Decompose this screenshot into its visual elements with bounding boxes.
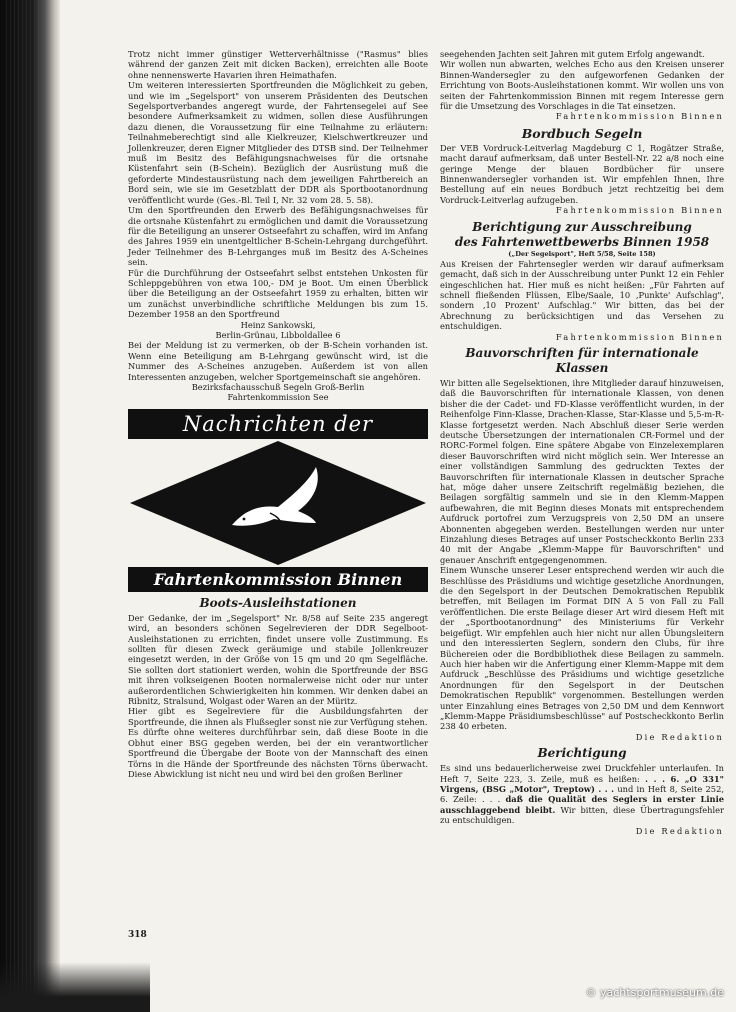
signature-committee: Bezirksfachausschuß Segeln Groß-Berlin <box>191 382 365 392</box>
bauvorschriften-paragraph: Einem Wunsche unserer Leser entsprechend werden wir auch die Beschlüsse des Präsidiums und wichtige gesetzliche Anordnungen, die den Segelsport in der Deutschen Demokratischen Republik betreffen, mit Beilagen im Format DIN A 5 von Fall zu Fall veröffentlichen. Die erste Beilage dieser Art wird diesem Heft mit der „Sportbootanordnung" des Ministeriums für Verkehr beigefügt. Wir empfehlen auch hier nicht nur allen Übungsleitern und den interessierten Seglern, sondern den Clubs, für ihre Büchereien oder die Bordbibliothek diese Beilagen zu sammeln. Auch hier haben wir die Anfertigung einer Klemm-Mappe mit dem Aufdruck „Beschlüsse des Präsidiums und wichtige gesetzliche Anordnungen für den Segelsport in der Deutschen Demokratischen Republik" vorgenommen. Bestellungen werden unter Einzahlung eines Betrages von 2,50 DM und dem Kennwort „Klemm-Mappe Präsidiumsbeschlüsse" auf Postscheckkonto Berlin 238 40 erbeten. <box>440 565 724 732</box>
registration-note: Bei der Meldung ist zu vermerken, ob der B-Schein vorhanden ist. Wenn eine Beteiligung am B-Lehrgang gewünscht wird, ist die Nummer des A-Scheines anzugeben. Außerdem ist von allen Interessenten anzugeben, welcher Sportgemeinschaft sie angehören. <box>128 340 428 382</box>
seagull-diamond-logo <box>128 439 428 567</box>
bordbuch-heading: Bordbuch Segeln <box>521 125 643 141</box>
left-column <box>128 49 428 919</box>
signature: Fahrtenkommission Binnen <box>555 205 724 216</box>
news-banner <box>128 409 428 592</box>
right-column <box>440 49 724 929</box>
continued-paragraph: Wir wollen nun abwarten, welches Echo aus den Kreisen unserer Binnen-Wandersegler zu den aufgeworfenen Gedanken der Errichtung von Boots-Ausleihstationen kommt. Wir wollen uns von seiten der Fahrtenkommission Binnen mit regem Interesse gern für die Umsetzung des Vorschlages in die Tat einsetzen. <box>440 59 724 112</box>
boots-heading: Boots-Ausleihstationen <box>199 595 357 610</box>
intro-paragraph: Für die Durchführung der Ostseefahrt selbst entstehen Unkosten für Schleppgebühren von etwa 100,- DM je Boot. Um einen Überblick über die Beteiligung an der Ostseefahrt 1959 zu erhalten, bitten wir um zunächst unverbindliche schriftliche Meldungen bis zum 15. Dezember 1958 an den Sportfreund <box>128 267 428 320</box>
berichtigung-correction: . . . 6. „O 331" Virgens, (BSG „Motor", Treptow) . . . <box>440 773 724 794</box>
address-street: Berlin-Grünau, Libboldallee 6 <box>215 329 341 340</box>
signature: Die Redaktion <box>635 731 724 742</box>
bordbuch-paragraph: Der VEB Vordruck-Leitverlag Magdeburg C 1, Rogätzer Straße, macht darauf aufmerksam, daß unter Bestell-Nr. 22 a/8 noch eine geringe Menge der blauen Bordbücher für unsere Binnenwandersegler vorhanden ist. Wir empfehlen Ihnen, Ihre Bestellung auf ein neues Bordbuch jetzt rechtzeitig bei dem Vordruck-Leitverlag aufzugeben. <box>440 142 724 205</box>
boots-paragraph: Der Gedanke, der im „Segelsport" Nr. 8/58 auf Seite 235 angeregt wird, an besonders schönen Segelrevieren der DDR Segelboot-Ausleihstationen zu errichten, findet unsere volle Zustimmung. Es sollten für diesen Zweck geräumige und stabile Jollenkreuzer eingesetzt werden, in der Größe von 15 qm und 20 qm Segelfläche. Sie sollten dort stationiert werden, wohin die Sportfreunde der BSG mit ihren volkseigenen Booten normalerweise nicht oder nur unter außerordentlichen Schwierigkeiten hin kommen. Wir denken dabei an Ribnitz, Stralsund, Wolgast oder Waren an der Müritz. <box>128 612 428 707</box>
signature: Fahrtenkommission Binnen <box>555 331 724 342</box>
berichtigung-text: und in Heft 8, Seite 252, 6. Zeile: . . . <box>440 783 724 805</box>
page-shadow <box>0 962 150 1012</box>
boots-paragraph: Hier gibt es Segelreviere für die Ausbildungsfahrten der Sportfreunde, die ihnen als Flußsegler sonst nie zur Verfügung stehen. <box>128 706 428 727</box>
intro-paragraph: Trotz nicht immer günstiger Wetterverhältnisse ("Rasmus" blies während der ganzen Zeit mit dicken Backen), erreichten alle Boote ohne nennenswerte Havarien ihren Heimathafen. <box>128 49 428 80</box>
watermark: © yachtsportmuseum.de <box>585 986 724 999</box>
banner-title-bottom: Fahrtenkommission Binnen <box>128 567 428 592</box>
berichtigung-text: Wir bitten, diese Übertragungsfehler zu entschuldigen. <box>440 804 725 826</box>
bauvorschriften-paragraph: Wir bitten alle Segelsektionen, ihre Mitglieder darauf hinzuweisen, daß die Bauvorschriften für internationale Klassen, von denen bisher die der Cadet- und FD-Klasse veröffentlicht wurden, in der Reihenfolge Finn-Klasse, Drachen-Klasse, Star-Klasse und 5,5-m-R-Klasse fortgesetzt werden. Nach Abschluß dieser Serie werden deutsche Übersetzungen der internationalen CR-Formel und der RORC-Formel folgen. Eine spätere Abgabe von Einzelexemplaren dieser Bauvorschriften wird nicht möglich sein. Wer Interesse an einer vollständigen Sammlung des gedruckten Textes der Bauvorschriften für internationale Klassen in deutscher Sprache hat, möge daher unsere Zeitschrift regelmäßig beziehen, die Beilagen sorgfältig sammeln und sie in den Klemm-Mappen aufbewahren, die mit Beginn dieses Monats mit entsprechendem Aufdruck portofrei zum Verzugspreis von 2,50 DM an unsere Abonnenten abgegeben werden. Bestellungen werden nur unter Einzahlung dieses Betrages auf unser Postscheckkonto Berlin 233 40 mit der Angabe „Klemm-Mappe für Bauvorschriften" und genauer Anschrift entgegengenommen. <box>440 377 724 565</box>
berichtigung-heading: Berichtigung <box>537 746 627 761</box>
page-number: 318 <box>128 930 147 940</box>
boots-paragraph: Es dürfte ohne weiteres durchführbar sein, daß diese Boote in die Obhut einer BSG gegeben werden, bei der ein verantwortlicher Sportfreund die Übergabe der Boote von der Mannschaft des einen Törns in die Hände der Sportfreunde des nächsten Törns überwacht. Diese Abwicklung ist nicht neu und wird bei den großen Berliner <box>128 727 428 779</box>
banner-title-top: Nachrichten der <box>128 409 428 439</box>
bauvorschriften-heading: Bauvorschriften für internationale Klassen <box>465 345 699 375</box>
address-name: Heinz Sankowski, <box>240 319 316 330</box>
source-reference: („Der Segelsport", Heft 5/58, Seite 158) <box>508 249 656 258</box>
berichtigung-paragraph <box>440 763 724 825</box>
signature: Die Redaktion <box>635 825 724 836</box>
berichtigung-ausschreibung-heading: Berichtigung zur Ausschreibung <box>472 219 692 234</box>
intro-paragraph: Um weiteren interessierten Sportfreunden die Möglichkeit zu geben, und wie im „Segelsport" von unserem Präsidenten des Deutschen Segelsportverbandes angeregt wurde, der Fahrtensegelei auf See besondere Aufmerksamkeit zu widmen, sollen diese Ausführungen dazu dienen, die Voraussetzung für eine Teilnahme zu erläutern: Teilnahmeberechtigt sind alle Kielkreuzer, Kielschwertkreuzer und Jollenkreuzer, deren Eigner Mitglieder des DTSB sind. Der Teilnehmer muß im Besitz des Befähigungsnachweises für die ortsnahe Küstenfahrt sein (B-Schein). Bezüglich der Ausrüstung muß die geforderte Mindestausrüstung nach dem jeweiligen Fahrtbereich an Bord sein, wie sie im Gesetzblatt der DDR als Sportbootanordnung veröffentlicht wurde (Ges.-Bl. Teil I, Nr. 32 vom 28. 5. 58). <box>128 80 428 205</box>
book-spine <box>0 0 60 1012</box>
berichtigung-ausschreibung-paragraph: Aus Kreisen der Fahrtensegler werden wir darauf aufmerksam gemacht, daß sich in der Ausschreibung unter Punkt 12 ein Fehler eingeschlichen hat. Hier muß es nicht heißen: „Für Fahrten auf schnell fließenden Flüssen, Elbe/Saale, 10 ‚Punkte' Aufschlag", sondern ‚10 Prozent' Aufschlag." Wir bitten, das bei der Abrechnung zu berücksichtigen und das Versehen zu entschuldigen. <box>440 258 724 332</box>
signature: Fahrtenkommission Binnen <box>555 111 724 122</box>
continued-paragraph: seegehenden Jachten seit Jahren mit gutem Erfolg angewandt. <box>440 49 705 59</box>
berichtigung-ausschreibung-subheading: des Fahrtenwettbewerbs Binnen 1958 <box>454 234 710 249</box>
berichtigung-correction: daß die Qualität des Seglers in erster Linie ausschlaggebend bleibt. <box>440 794 724 815</box>
signature-commission: Fahrtenkommission See <box>227 392 329 403</box>
berichtigung-text: Es sind uns bedauerlicherweise zwei Druckfehler unterlaufen. In Heft 7, Seite 223, 3. Zeile, muß es heißen: <box>440 763 724 784</box>
intro-paragraph: Um den Sportfreunden den Erwerb des Befähigungsnachweises für die ortsnahe Küstenfahrt zu ermöglichen und damit die Voraussetzung für die Beteiligung an unserer Ostseefahrt zu schaffen, wird im Anfang des Jahres 1959 ein unentgeltlicher B-Schein-Lehrgang durchgeführt. Jeder Teilnehmer des B-Lehrganges muß im Besitz des A-Scheines sein. <box>128 205 428 268</box>
